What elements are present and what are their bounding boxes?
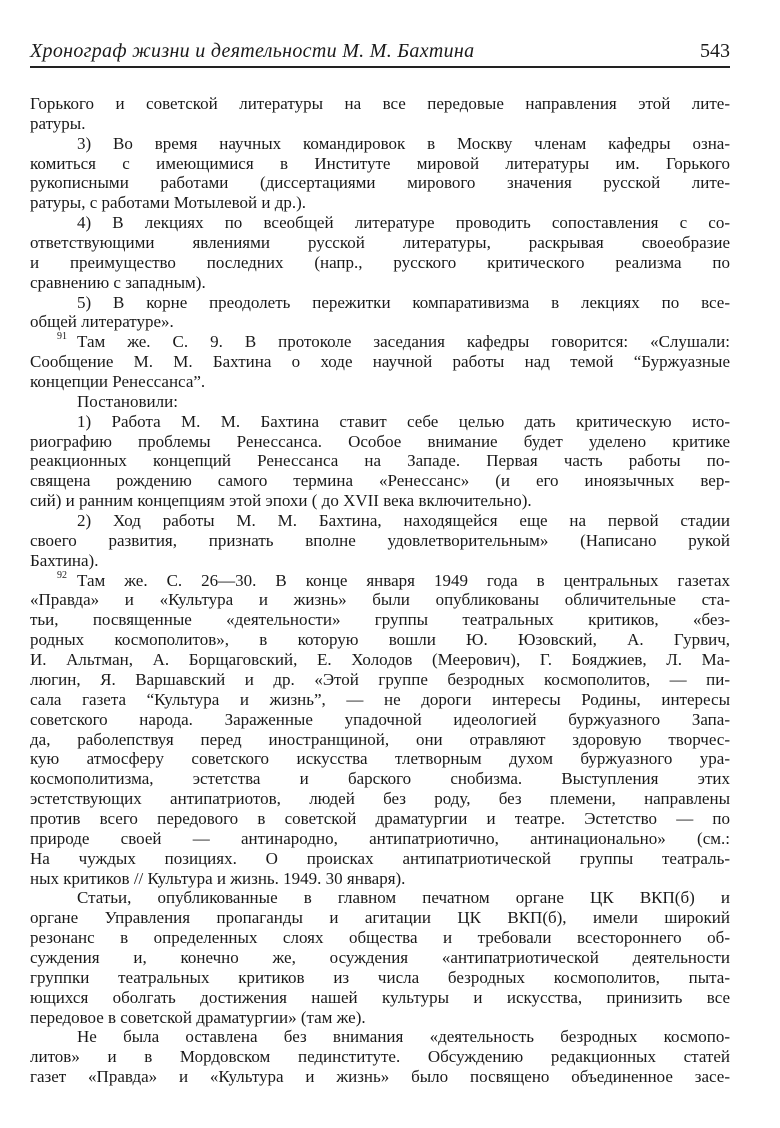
text-line (30, 908, 730, 928)
line-text: советского народа. Зараженные упадочной идеологией буржуазного Запа- (30, 709, 730, 729)
text-line (30, 888, 730, 908)
text-line (30, 451, 730, 471)
line-text: эстетствующих антипатриотов, людей без роду, без племени, направлены (30, 789, 730, 809)
line-text: кую атмосферу советского искусства тлетворным духом буржуазного ура- (30, 749, 730, 769)
line-text: передовое в советской драматургии» (там же). (30, 1007, 366, 1027)
text-line (30, 590, 730, 610)
text-line (30, 1047, 730, 1067)
line-text: 4) В лекциях по всеобщей литературе проводить сопоставления с со- (77, 213, 730, 233)
text-line (30, 372, 730, 392)
line-text: «Правда» и «Культура и жизнь» были опубликованы обличительные ста- (30, 590, 730, 610)
text-line (30, 134, 730, 154)
line-text: тьи, посвященные «деятельности» группы театральных критиков, «без- (30, 610, 730, 630)
line-text: люгин, Я. Варшавский и др. «Этой группе безродных космополитов, — пи- (30, 669, 730, 689)
line-text: И. Альтман, А. Борщаговский, Е. Холодов (Меерович), Г. Бояджиев, Л. Ма- (30, 650, 730, 670)
text-line (30, 789, 730, 809)
line-text: Сообщение М. М. Бахтина о ходе научной работы над темой “Буржуазные (30, 352, 730, 372)
text-line (30, 670, 730, 690)
running-header-title: Хронограф жизни и деятельности М. М. Бахтина (30, 40, 475, 62)
line-text: и преимущество последних (напр., русского критического реализма по (30, 252, 730, 272)
text-line (30, 610, 730, 630)
text-line (30, 491, 730, 511)
line-text: концепции Ренессанса”. (30, 372, 206, 392)
text-line (30, 809, 730, 829)
text-line (30, 769, 730, 789)
text-line (30, 690, 730, 710)
text-line (30, 213, 730, 233)
footnote-line (30, 332, 730, 352)
line-text: Там же. С. 9. В протоколе заседания кафедры говорится: «Слушали: (77, 332, 730, 352)
line-text: 2) Ход работы М. М. Бахтина, находящейся еще на первой стадии (77, 511, 730, 531)
text-line (30, 412, 730, 432)
text-line (30, 849, 730, 869)
line-text: ответствующими явлениями русской литературы, раскрывая своеобразие (30, 233, 730, 253)
line-text: 1) Работа М. М. Бахтина ставит себе целью дать критическую исто- (77, 411, 730, 431)
line-text: комиться с имеющимися в Институте мировой литературы им. Горького (30, 153, 730, 173)
text-line (30, 531, 730, 551)
text-line (30, 630, 730, 650)
line-text: реакционных концепций Ренессанса на Западе. Первая часть работы по- (30, 451, 730, 471)
text-line (30, 253, 730, 273)
text-line (30, 988, 730, 1008)
line-text: космополитизма, эстетства и барского снобизма. Выступления этих (30, 769, 730, 789)
text-line (30, 710, 730, 730)
line-text: литов» и в Мордовском пединституте. Обсуждению редакционных статей (30, 1047, 730, 1067)
line-text: ных критиков // Культура и жизнь. 1949. 30 января). (30, 868, 406, 888)
footnote-number: 91 (57, 331, 67, 343)
line-text: Бахтина). (30, 550, 99, 570)
line-text: ющихся оболгать достижения нашей культуры и искусства, принизить все (30, 987, 730, 1007)
line-text: Там же. С. 26—30. В конце января 1949 года в центральных газетах (77, 570, 730, 590)
line-text: общей литературе». (30, 312, 174, 332)
text-line (30, 749, 730, 769)
line-text: органе Управления пропаганды и агитации ЦК ВКП(б), имели широкий (30, 908, 730, 928)
line-text: сала газета “Культура и жизнь”, — не дороги интересы Родины, интересы (30, 689, 730, 709)
text-line (30, 293, 730, 313)
line-text: сий) и ранним концепциям этой эпохи ( до XVII века включительно). (30, 491, 532, 511)
text-line (30, 173, 730, 193)
text-line (30, 432, 730, 452)
text-line (30, 928, 730, 948)
footnote-line (30, 571, 730, 591)
text-line (30, 114, 730, 134)
page-number: 543 (700, 40, 730, 62)
text-line (30, 650, 730, 670)
line-text: резонанс в определенных слоях общества и требовали всестороннего об- (30, 928, 730, 948)
line-text: своего развития, признать вполне удовлетворительным» (Написано рукой (30, 530, 730, 550)
text-line (30, 1027, 730, 1047)
text-line (30, 392, 730, 412)
text-line (30, 1008, 730, 1028)
text-line (30, 233, 730, 253)
line-text: рукописными работами (диссертациями мирового значения русской лите- (30, 173, 730, 193)
line-text: группки театральных критиков из числа безродных космополитов, пыта- (30, 967, 730, 987)
page-body-text (30, 94, 730, 1087)
text-line (30, 154, 730, 174)
line-text: 5) В корне преодолеть пережитки компаративизма в лекциях по все- (77, 292, 730, 312)
line-text: Статьи, опубликованные в главном печатном органе ЦК ВКП(б) и (77, 888, 730, 908)
line-text: На чуждых позициях. О происках антипатриотической группы театраль- (30, 848, 730, 868)
line-text: да, раболепствуя перед иностранщиной, они отравляют здоровую творчес- (30, 729, 730, 749)
line-text: Постановили: (77, 391, 178, 411)
text-line (30, 829, 730, 849)
text-line (30, 948, 730, 968)
line-text: родных космополитов», в которую вошли Ю. Юзовский, А. Гурвич, (30, 630, 730, 650)
line-text: природе своей — антинародно, антипатриотично, антинационально» (см.: (30, 828, 730, 848)
line-text: Горького и советской литературы на все передовые направления этой лите- (30, 94, 730, 113)
text-line (30, 471, 730, 491)
text-line (30, 94, 730, 114)
text-line (30, 869, 730, 889)
text-line (30, 511, 730, 531)
text-line (30, 551, 730, 571)
line-text: риографию проблемы Ренессанса. Особое внимание будет уделено критике (30, 431, 730, 451)
line-text: против всего передового в советской драматургии и театре. Эстетство — по (30, 808, 730, 828)
line-text: ратуры. (30, 113, 86, 133)
text-line (30, 968, 730, 988)
text-line (30, 193, 730, 213)
line-text: священа рождению самого термина «Ренессанс» (и его иноязычных вер- (30, 471, 730, 491)
line-text: 3) Во время научных командировок в Москву членам кафедры озна- (77, 133, 730, 153)
line-text: суждения и, конечно же, осуждения «антипатриотической деятельности (30, 947, 730, 967)
text-line (30, 730, 730, 750)
text-line (30, 352, 730, 372)
line-text: сравнению с западным). (30, 272, 206, 292)
text-line (30, 1067, 730, 1087)
text-line (30, 312, 730, 332)
line-text: газет «Правда» и «Культура и жизнь» было посвящено объединенное засе- (30, 1067, 730, 1087)
running-header (30, 38, 730, 68)
line-text: ратуры, с работами Мотылевой и др.). (30, 193, 307, 213)
line-text: Не была оставлена без внимания «деятельность безродных космопо- (77, 1027, 730, 1047)
footnote-number: 92 (57, 569, 67, 581)
text-line (30, 273, 730, 293)
